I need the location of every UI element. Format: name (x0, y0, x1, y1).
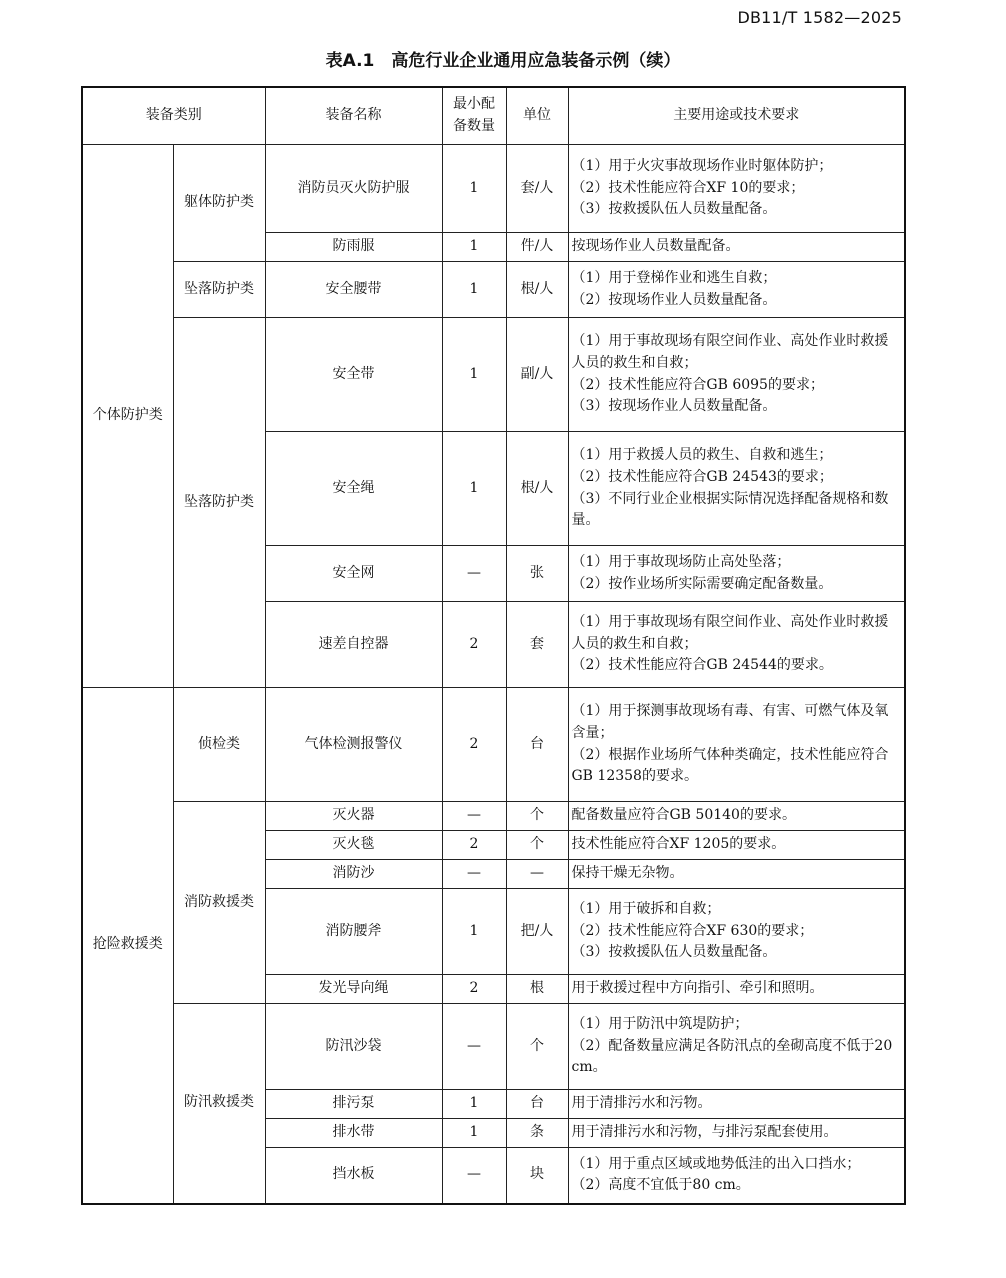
requirement-line: （1）用于登梯作业和逃生自救； (571, 269, 777, 286)
subcategory-cell: 消防救援类 (173, 802, 265, 1004)
equipment-name-cell: 排污泵 (265, 1090, 442, 1119)
unit-cell: 个 (506, 802, 568, 831)
min-qty-cell: — (442, 546, 506, 602)
min-qty-cell: 1 (442, 1090, 506, 1119)
min-qty-cell: 1 (442, 318, 506, 432)
subcategory-cell: 侦检类 (173, 688, 265, 802)
equipment-name-cell: 防雨服 (265, 233, 442, 262)
equipment-name-cell: 安全绳 (265, 432, 442, 546)
requirement-line: 技术性能应符合XF 1205的要求。 (571, 836, 786, 853)
subcategory-cell: 躯体防护类 (173, 145, 265, 262)
equipment-name-cell: 安全腰带 (265, 262, 442, 318)
unit-cell: 张 (506, 546, 568, 602)
requirement-line: 用于清排污水和污物。 (571, 1095, 712, 1112)
unit-cell: 台 (506, 1090, 568, 1119)
table-row (82, 688, 905, 802)
requirement-line: （2）技术性能应符合XF 10的要求； (571, 179, 805, 196)
unit-cell: 根/人 (506, 432, 568, 546)
requirement-line: （1）用于重点区域或地势低洼的出入口挡水； (571, 1155, 861, 1172)
requirements-cell (568, 602, 905, 688)
unit-cell: 台 (506, 688, 568, 802)
unit-cell: 块 (506, 1148, 568, 1204)
requirements-cell (568, 1090, 905, 1119)
unit-cell: 把/人 (506, 889, 568, 975)
requirements-cell (568, 831, 905, 860)
category-cell: 抢险救援类 (82, 688, 173, 1204)
min-qty-cell: 1 (442, 432, 506, 546)
min-qty-cell: 2 (442, 688, 506, 802)
requirement-line: （1）用于火灾事故现场作业时躯体防护； (571, 157, 833, 174)
equipment-name-cell: 防汛沙袋 (265, 1004, 442, 1090)
equipment-name-cell: 安全网 (265, 546, 442, 602)
table-row (82, 262, 905, 318)
category-cell: 个体防护类 (82, 145, 173, 688)
subcategory-cell: 坠落防护类 (173, 262, 265, 318)
unit-cell: 套 (506, 602, 568, 688)
equipment-name-cell: 气体检测报警仪 (265, 688, 442, 802)
table-row (82, 145, 905, 233)
equipment-name-cell: 灭火毯 (265, 831, 442, 860)
equipment-name-cell: 消防员灭火防护服 (265, 145, 442, 233)
unit-cell: 副/人 (506, 318, 568, 432)
requirements-cell (568, 1148, 905, 1204)
standard-code: DB11/T 1582—2025 (737, 8, 902, 27)
equipment-name-cell: 灭火器 (265, 802, 442, 831)
table-header-row (82, 87, 905, 145)
requirement-line: （3）按现场作业人员数量配备。 (571, 398, 777, 415)
requirement-line: （1）用于探测事故现场有毒、有害、可燃气体及氧含量； (571, 703, 889, 741)
requirement-line: （1）用于防汛中筑堤防护； (571, 1015, 749, 1032)
requirement-line: （2）根据作业场所气体种类确定，技术性能应符合GB 12358的要求。 (571, 746, 889, 785)
equipment-table (81, 86, 906, 1205)
min-qty-cell: — (442, 1148, 506, 1204)
requirement-line: （2）技术性能应符合GB 24544的要求。 (571, 657, 833, 674)
requirement-line: （3）按救援队伍人员数量配备。 (571, 201, 777, 218)
requirement-line: （1）用于事故现场有限空间作业、高处作业时救援人员的救生和自救； (571, 333, 889, 371)
requirement-line: 按现场作业人员数量配备。 (571, 238, 740, 255)
requirements-cell (568, 546, 905, 602)
table-row (82, 802, 905, 831)
requirements-cell (568, 145, 905, 233)
requirements-cell (568, 1004, 905, 1090)
requirement-line: （1）用于破拆和自救； (571, 900, 721, 917)
requirements-cell (568, 318, 905, 432)
col-header-min-qty-line: 最小配 (453, 96, 495, 113)
requirement-line: 用于清排污水和污物，与排污泵配套使用。 (571, 1124, 838, 1141)
requirements-cell (568, 802, 905, 831)
requirement-line: （3）按救援队伍人员数量配备。 (571, 944, 777, 961)
requirement-line: （2）按现场作业人员数量配备。 (571, 291, 777, 308)
requirement-line: （3）不同行业企业根据实际情况选择配备规格和数量。 (571, 490, 889, 529)
table-row (82, 1004, 905, 1090)
requirement-line: （2）按作业场所实际需要确定配备数量。 (571, 575, 833, 592)
col-header-category: 装备类别 (82, 87, 265, 145)
requirement-line: （2）配备数量应满足各防汛点的垒砌高度不低于20 cm。 (571, 1037, 893, 1076)
equipment-name-cell: 挡水板 (265, 1148, 442, 1204)
equipment-name-cell: 安全带 (265, 318, 442, 432)
min-qty-cell: 1 (442, 1119, 506, 1148)
requirement-line: （1）用于事故现场有限空间作业、高处作业时救援人员的救生和自救； (571, 613, 889, 652)
requirements-cell (568, 1119, 905, 1148)
unit-cell: 个 (506, 831, 568, 860)
requirements-cell (568, 889, 905, 975)
col-header-min-qty-line: 备数量 (453, 118, 495, 134)
unit-cell: 套/人 (506, 145, 568, 233)
equipment-name-cell: 发光导向绳 (265, 975, 442, 1004)
min-qty-cell: — (442, 860, 506, 889)
min-qty-cell: 1 (442, 145, 506, 233)
requirements-cell (568, 860, 905, 889)
min-qty-cell: 1 (442, 889, 506, 975)
unit-cell: 条 (506, 1119, 568, 1148)
col-header-min-qty (442, 87, 506, 145)
min-qty-cell: — (442, 802, 506, 831)
min-qty-cell: 1 (442, 233, 506, 262)
requirement-line: （2）技术性能应符合XF 630的要求； (571, 922, 814, 939)
min-qty-cell: 2 (442, 831, 506, 860)
table-row (82, 318, 905, 432)
min-qty-cell: 2 (442, 602, 506, 688)
requirement-line: （2）高度不宜低于80 cm。 (571, 1177, 750, 1194)
requirement-line: （1）用于事故现场防止高处坠落； (571, 553, 791, 570)
col-header-unit: 单位 (506, 87, 568, 145)
col-header-requirements: 主要用途或技术要求 (568, 87, 905, 145)
requirement-line: 保持干燥无杂物。 (571, 865, 684, 882)
equipment-name-cell: 消防腰斧 (265, 889, 442, 975)
equipment-name-cell: 排水带 (265, 1119, 442, 1148)
unit-cell: 件/人 (506, 233, 568, 262)
requirement-line: 用于救援过程中方向指引、牵引和照明。 (571, 980, 824, 997)
min-qty-cell: — (442, 1004, 506, 1090)
requirement-line: （2）技术性能应符合GB 24543的要求； (571, 468, 833, 485)
subcategory-cell: 防汛救援类 (173, 1004, 265, 1204)
requirements-cell (568, 688, 905, 802)
equipment-name-cell: 速差自控器 (265, 602, 442, 688)
table-title: 表A.1 高危行业企业通用应急装备示例（续） (325, 51, 681, 71)
requirements-cell (568, 262, 905, 318)
equipment-name-cell: 消防沙 (265, 860, 442, 889)
min-qty-cell: 1 (442, 262, 506, 318)
unit-cell: 根 (506, 975, 568, 1004)
requirements-cell (568, 432, 905, 546)
requirement-line: （2）技术性能应符合GB 6095的要求； (571, 376, 824, 393)
requirements-cell (568, 233, 905, 262)
col-header-name: 装备名称 (265, 87, 442, 145)
requirement-line: 配备数量应符合GB 50140的要求。 (571, 807, 796, 824)
unit-cell: 根/人 (506, 262, 568, 318)
requirements-cell (568, 975, 905, 1004)
unit-cell: — (506, 860, 568, 889)
min-qty-cell: 2 (442, 975, 506, 1004)
requirement-line: （1）用于救援人员的救生、自救和逃生； (571, 447, 833, 464)
unit-cell: 个 (506, 1004, 568, 1090)
subcategory-cell: 坠落防护类 (173, 318, 265, 688)
